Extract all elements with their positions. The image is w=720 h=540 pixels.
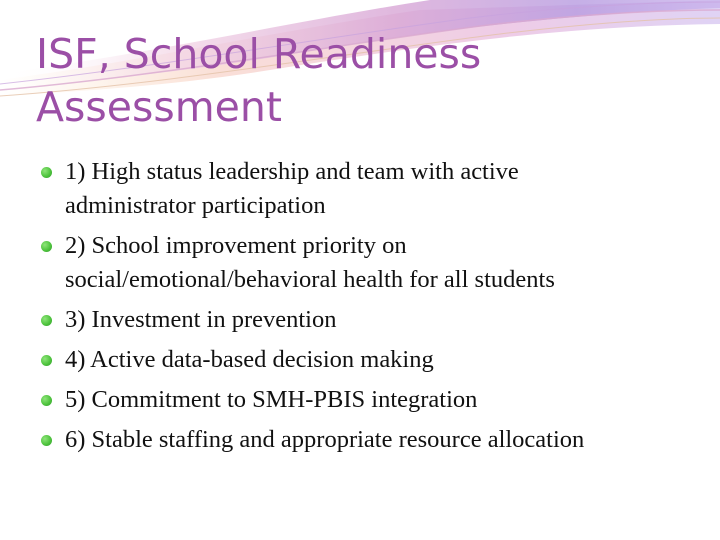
bullet-text: 6) Stable staffing and appropriate resource allocation — [65, 426, 585, 453]
bullet-dot-icon — [41, 435, 52, 446]
bullet-text: 4) Active data-based decision making — [65, 346, 434, 373]
bullet-dot-icon — [41, 395, 52, 406]
bullet-dot-icon — [41, 315, 52, 326]
bullet-text: 3) Investment in prevention — [65, 306, 337, 333]
bullet-text: 1) High status leadership and team with active administrator participation — [65, 158, 519, 219]
bullet-list — [40, 155, 640, 463]
bullet-dot-icon — [41, 167, 52, 178]
bullet-dot-icon — [41, 241, 52, 252]
bullet-item — [40, 155, 640, 223]
bullet-text: 2) School improvement priority on social/emotional/behavioral health for all students — [65, 232, 555, 293]
slide-title: ISF, School Readiness Assessment — [36, 30, 482, 131]
bullet-item — [40, 383, 640, 417]
bullet-item — [40, 423, 640, 457]
bullet-dot-icon — [41, 355, 52, 366]
bullet-item — [40, 343, 640, 377]
bullet-item — [40, 229, 640, 297]
bullet-text: 5) Commitment to SMH-PBIS integration — [65, 386, 478, 413]
bullet-item — [40, 303, 640, 337]
